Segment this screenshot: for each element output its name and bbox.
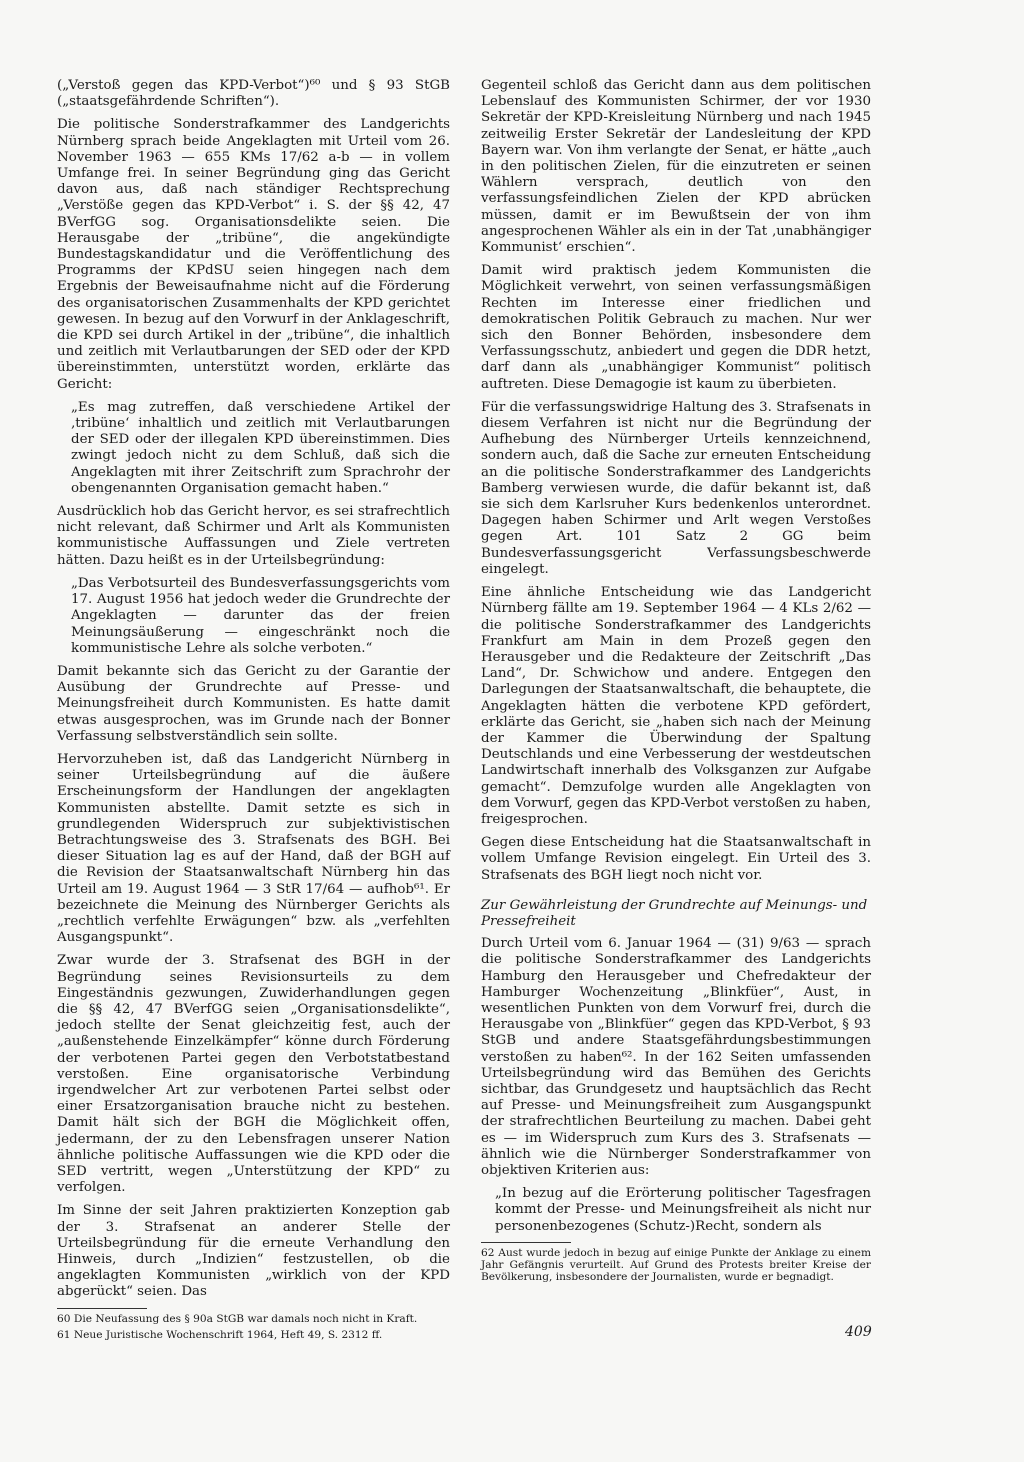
footnote-rule [57, 1308, 147, 1309]
paragraph: Gegen diese Entscheidung hat die Staatsanwaltschaft in vollem Umfange Revision eingelegt. Ein Urteil des 3. Strafsenats des BGH liegt noch nicht vor. [481, 835, 871, 883]
paragraph: Hervorzuheben ist, daß das Landgericht Nürnberg in seiner Urteilsbegründung auf die äußere Erscheinungsform der Handlungen der angeklagten Kommunisten abstellte. Damit setzte es sich in grundlegenden Widerspruch zur subjektivistischen Betrachtungsweise des 3. Strafsenats des BGH. Bei dieser Situation lag es auf der Hand, daß der BGH auf die Revision der Staatsanwaltschaft Nürnberg hin das Urteil am 19. August 1964 — 3 StR 17/64 — aufhob⁶¹. Er bezeichnete die Meinung des Nürnberger Gerichts als „rechtlich verfehlte Erwägungen“ bzw. als „verfehlten Ausgangspunkt“. [57, 751, 450, 946]
right-column [481, 78, 871, 1287]
paragraph: Durch Urteil vom 6. Januar 1964 — (31) 9/63 — sprach die politische Sonderstrafkammer des Landgerichts Hamburg den Herausgeber und Chefredakteur der Hamburger Wochenzeitung „Blinkfüer“, Aust, in wesentlichen Punkten von dem Vorwurf frei, durch die Herausgabe von „Blinkfüer“ gegen das KPD-Verbot, § 93 StGB und andere Staatsgefährdungsbestimmungen verstoßen zu haben⁶². In der 162 Seiten umfassenden Urteilsbegründung wird das Bemühen des Gerichts sichtbar, das Grundgesetz und hauptsächlich das Recht auf Presse- und Meinungsfreiheit zum Ausgangspunkt der strafrechtlichen Beurteilung zu machen. Dabei geht es — im Widerspruch zum Kurs des 3. Strafsenats — ähnlich wie die Nürnberger Sonderstrafkammer von objektiven Kriterien aus: [481, 936, 871, 1178]
paragraph: Damit wird praktisch jedem Kommunisten die Möglichkeit verwehrt, von seinen verfassungsmäßigen Rechten im Interesse einer friedlichen und demokratischen Politik Gebrauch zu machen. Nur wer sich den Bonner Behörden, insbesondere dem Verfassungsschutz, anbiedert und gegen die DDR hetzt, darf dann als „unabhängiger Kommunist“ politisch auftreten. Diese Demagogie ist kaum zu überbieten. [481, 263, 871, 392]
paragraph: Eine ähnliche Entscheidung wie das Landgericht Nürnberg fällte am 19. September 1964 — 4 KLs 2/62 — die politische Sonderstrafkammer des Landgerichts Frankfurt am Main in dem Prozeß gegen den Herausgeber und die Redakteure der Zeitschrift „Das Land“, Dr. Schwichow und andere. Entgegen den Darlegungen der Staatsanwaltschaft, die behauptete, die Angeklagten hätten die verbotene KPD gefördert, erklärte das Gericht, sie „haben sich nach der Meinung der Kammer die Überwindung der Spaltung Deutschlands und eine Verbesserung der westdeutschen Landwirtschaft innerhalb des Volksganzen zur Aufgabe gemacht“. Demzufolge wurden alle Angeklagten von dem Vorwurf, gegen das KPD-Verbot verstoßen zu haben, freigesprochen. [481, 585, 871, 827]
section-heading: Zur Gewährleistung der Grundrechte auf Meinungs- und Pressefreiheit [481, 897, 868, 929]
footnote-61: 61 Neue Juristische Wochenschrift 1964, Heft 49, S. 2312 ff. [57, 1328, 383, 1341]
quote-paragraph: „In bezug auf die Erörterung politischer Tagesfragen kommt der Presse- und Meinungsfreiheit als nicht nur personenbezogenes (Schutz-)Recht, sondern als [495, 1186, 871, 1234]
left-column [57, 78, 450, 1345]
footnote-62: 62 Aust wurde jedoch in bezug auf einige Punkte der Anklage zu einem Jahr Gefängnis verurteilt. Auf Grund des Protests breiter Kreise der Bevölkerung, insbesondere der Journalisten, wurde er begnadigt. [481, 1246, 871, 1284]
quote-paragraph: „Das Verbotsurteil des Bundesverfassungsgerichts vom 17. August 1956 hat jedoch weder die Grundrechte der Angeklagten — darunter das der freien Meinungsäußerung — eingeschränkt noch die kommunistische Lehre als solche verboten.“ [71, 575, 450, 656]
footnote-rule [481, 1242, 571, 1243]
paragraph: Im Sinne der seit Jahren praktizierten Konzeption gab der 3. Strafsenat an anderer Stelle der Urteilsbegründung für die erneute Verhandlung den Hinweis, durch „Indizien“ festzustellen, ob die angeklagten Kommunisten „wirklich von der KPD abgerückt“ seien. Das [57, 1203, 450, 1300]
paragraph: Damit bekannte sich das Gericht zu der Garantie der Ausübung der Grundrechte auf Presse- und Meinungsfreiheit durch Kommunisten. Es hatte damit etwas ausgesprochen, was im Grunde nach der Bonner Verfassung selbstverständlich sein sollte. [57, 663, 450, 744]
page-number: 409 [845, 1324, 872, 1340]
paragraph: Gegenteil schloß das Gericht dann aus dem politischen Lebenslauf des Kommunisten Schirmer, der vor 1930 Sekretär der KPD-Kreisleitung Nürnberg und nach 1945 zeitweilig Erster Sekretär der Landesleitung der KPD Bayern war. Von ihm verlangte der Senat, er hätte „auch in den politischen Zielen, für die einzutreten er seinen Wählern versprach, deutlich von den verfassungsfeindlichen Zielen der KPD abrücken müssen, damit er im Bewußtsein der von ihm angesprochenen Wähler als ein in der Tat ‚unabhängiger Kommunist‘ erschien“. [481, 78, 871, 256]
paragraph: Ausdrücklich hob das Gericht hervor, es sei strafrechtlich nicht relevant, daß Schirmer und Arlt als Kommunisten kommunistische Auffassungen und Ziele vertreten hätten. Dazu heißt es in der Urteilsbegründung: [57, 504, 450, 568]
paragraph: („Verstoß gegen das KPD-Verbot“)⁶⁰ und § 93 StGB („staatsgefährdende Schriften“). [57, 78, 450, 110]
paragraph: Zwar wurde der 3. Strafsenat des BGH in der Begründung seines Revisionsurteils zu dem Eingeständnis gezwungen, Zuwiderhandlungen gegen die §§ 42, 47 BVerfGG seien „Organisationsdelikte“, jedoch stellte der Senat gleichzeitig fest, auch der „außenstehende Einzelkämpfer“ könne durch Förderung der verbotenen Partei gegen den Verbotstatbestand verstoßen. Eine organisatorische Verbindung irgendwelcher Art zur verbotenen Partei selbst oder einer Ersatzorganisation brauche nicht zu bestehen. Damit hält sich der BGH die Möglichkeit offen, jedermann, der zu den Lebensfragen unserer Nation ähnliche politische Auffassungen wie die KPD oder die SED vertritt, wegen „Unterstützung der KPD“ zu verfolgen. [57, 953, 450, 1196]
footnote-60: 60 Die Neufassung des § 90a StGB war damals noch nicht in Kraft. [57, 1312, 418, 1325]
paragraph: Für die verfassungswidrige Haltung des 3. Strafsenats in diesem Verfahren ist nicht nur die Begründung der Aufhebung des Nürnberger Urteils kennzeichnend, sondern auch, daß die Sache zur erneuten Entscheidung an die politische Sonderstrafkammer des Landgerichts Bamberg verwiesen wurde, die dafür bekannt ist, daß sie sich dem Karlsruher Kurs bedenkenlos unterordnet. Dagegen haben Schirmer und Arlt wegen Verstoßes gegen Art. 101 Satz 2 GG beim Bundesverfassungsgericht Verfassungsbeschwerde eingelegt. [481, 399, 871, 577]
quote-paragraph: „Es mag zutreffen, daß verschiedene Artikel der ‚tribüne‘ inhaltlich und zeitlich mit Verlautbarungen der SED oder der illegalen KPD übereinstimmen. Dies zwingt jedoch nicht zu dem Schluß, daß sich die Angeklagten mit ihrer Zeitschrift zum Sprachrohr der obengenannten Organisation gemacht haben.“ [71, 399, 450, 496]
paragraph: Die politische Sonderstrafkammer des Landgerichts Nürnberg sprach beide Angeklagten mit Urteil vom 26. November 1963 — 655 KMs 17/62 a-b — in vollem Umfange frei. In seiner Begründung ging das Gericht davon aus, daß nach ständiger Rechtsprechung „Verstöße gegen das KPD-Verbot“ i. S. der §§ 42, 47 BVerfGG sog. Organisationsdelikte seien. Die Herausgabe der „tribüne“, die angekündigte Bundestagskandidatur und die Veröffentlichung des Programms der KPdSU seien hingegen nach dem Ergebnis der Beweisaufnahme nicht auf die Förderung des organisatorischen Zusammenhalts der KPD gerichtet gewesen. In bezug auf den Vorwurf in der Anklageschrift, die KPD sei durch Artikel in der „tribüne“, die inhaltlich und zeitlich mit Verlautbarungen der SED oder der KPD übereinstimmten, unterstützt worden, erklärte das Gericht: [57, 117, 450, 392]
